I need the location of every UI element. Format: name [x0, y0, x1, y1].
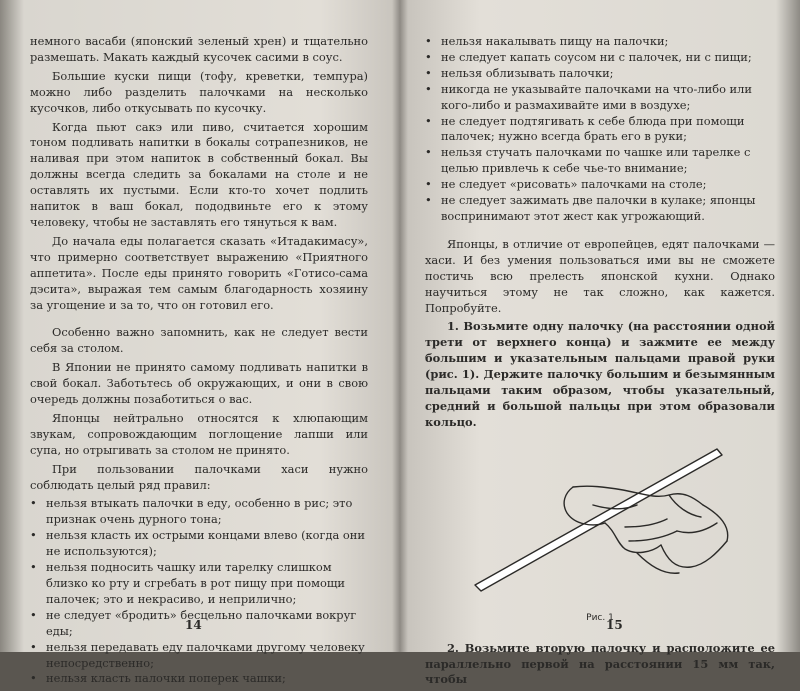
chopstick-rules-list [30, 496, 368, 687]
list-item: • нельзя класть их острыми концами влево (когда они не используются); [30, 528, 368, 560]
paragraph: Особенно важно запомнить, как не следует вести себя за столом. [30, 325, 368, 356]
instruction-step-1: 1. Возьмите одну палочку (на расстоянии одной трети от верхнего конца) и зажмите ее между большим и указательным пальцами правой руки (рис. 1). Держите палочку большим и безымянным пальцами таким образом, чтобы указательный, средний и большой пальцы при этом образовали кольцо. [425, 319, 775, 429]
page-number-left: 14 [185, 618, 202, 632]
list-item: • не следует капать соусом ни с палочек, ни с пищи; [425, 50, 775, 66]
list-item: • не следует зажимать две палочки в кулаке; японцы воспринимают этот жест как угрожающий. [425, 193, 775, 225]
hand-holding-chopstick-illustration [455, 435, 745, 605]
figure-hand-chopstick [425, 435, 775, 605]
list-item: • нельзя накалывать пищу на палочки; [425, 34, 775, 50]
paragraph: Японцы нейтрально относятся к хлюпающим звукам, сопровождающим поглощение лапши или супа, но отрыгивать за столом не принято. [30, 410, 368, 457]
list-item: • не следует «бродить» бесцельно палочками вокруг еды; [30, 608, 368, 640]
list-item: • нельзя передавать еду палочками другому человеку непосредственно; [30, 640, 368, 672]
paragraph: Большие куски пищи (тофу, креветки, темпура) можно либо разделить палочками на несколько кусочков, либо откусывать по кусочку. [30, 68, 368, 115]
figure-caption: Рис. 1 [586, 612, 614, 623]
list-item: • не следует «рисовать» палочками на столе; [425, 177, 775, 193]
page-number-right: 15 [606, 618, 623, 632]
list-item: • не следует подтягивать к себе блюда при помощи палочек; нужно всегда брать его в руки; [425, 114, 775, 146]
paragraph: До начала еды полагается сказать «Итадакимасу», что примерно соответствует выражению «Приятного аппетита». После еды принято говорить «Готисо-сама дэсита», выражая тем самым благодарность хозяину за угощение и за то, что он готовил его. [30, 233, 368, 312]
list-item: • нельзя класть палочки поперек чашки; [30, 671, 368, 687]
list-item: • никогда не указывайте палочками на что-либо или кого-либо и размахивайте ими в воздухе; [425, 82, 775, 114]
list-item: • нельзя втыкать палочки в еду, особенно в рис; это признак очень дурного тона; [30, 496, 368, 528]
right-page [425, 34, 775, 691]
paragraph: Когда пьют сакэ или пиво, считается хорошим тоном подливать напитки в бокалы сотрапезников, не наливая при этом напиток в собственный бокал. Вы должны всегда следить за бокалами на столе и не оставлять их пустыми. Если кто-то хочет подлить напиток в ваш бокал, пододвиньте его к этому человеку, чтобы не заставлять его тянуться к вам. [30, 119, 368, 229]
instruction-step-2: 2. Возьмите вторую палочку и расположите ее параллельно первой на расстоянии 15 мм так, чтобы [425, 640, 775, 687]
list-item: • нельзя стучать палочками по чашке или тарелке с целью привлечь к себе чье-то внимание; [425, 145, 775, 177]
paragraph: немного васаби (японский зеленый хрен) и тщательно размешать. Макать каждый кусочек сасими в соус. [30, 34, 368, 64]
chopstick-rules-list [425, 34, 775, 225]
paragraph: В Японии не принято самому подливать напитки в свой бокал. Заботьтесь об окружающих, и они в свою очередь должны позаботиться о вас. [30, 360, 368, 407]
list-item: • нельзя подносить чашку или тарелку слишком близко ко рту и сгребать в рот пищу при помощи палочек; это и некрасиво, и неприлично; [30, 560, 368, 608]
paragraph: Японцы, в отличие от европейцев, едят палочками — хаси. И без умения пользоваться ими вы не сможете постичь всю прелесть японской кухни. Однако научиться этому не так сложно, как кажется. Попробуйте. [425, 236, 775, 315]
list-item: • нельзя облизывать палочки; [425, 66, 775, 82]
left-page [30, 34, 368, 691]
paragraph: При пользовании палочками хаси нужно соблюдать целый ряд правил: [30, 461, 368, 492]
